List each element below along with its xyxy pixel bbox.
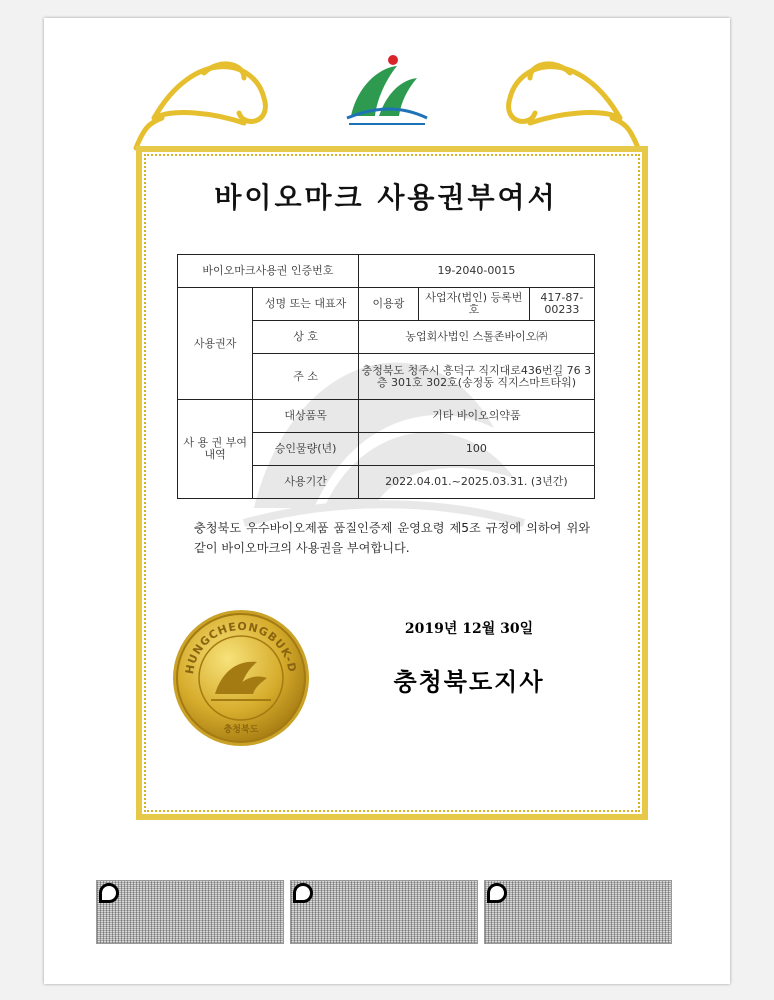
right-scroll-ornament — [509, 64, 638, 148]
certificate-table — [177, 254, 595, 499]
gold-seal — [171, 608, 311, 748]
address-label: 주 소 — [253, 354, 359, 400]
seal-graphic — [171, 608, 311, 748]
seal-bottom-text: 충청북도 — [223, 725, 259, 735]
quantity-value: 100 — [358, 433, 594, 466]
item-label: 대상품목 — [253, 400, 359, 433]
security-pattern-1 — [96, 880, 284, 944]
regno-label: 사업자(법인) 등록번호 — [419, 288, 530, 321]
body-paragraph: 충청북도 우수바이오제품 품질인증제 운영요령 제5조 규정에 의하여 위와 같이 바이오마크의 사용권을 부여합니다. — [194, 521, 590, 555]
grant-group-label: 사 용 권 부여내역 — [178, 400, 253, 499]
seal-ring-text: HUNGCHEONGBUK-D — [183, 619, 299, 676]
period-label: 사용기간 — [253, 466, 359, 499]
certificate-sheet — [44, 18, 730, 984]
company-label: 상 호 — [253, 321, 359, 354]
cert-no-label: 바이오마크사용권 인증번호 — [178, 255, 359, 288]
item-value: 기타 바이오의약품 — [358, 400, 594, 433]
name-label: 성명 또는 대표자 — [253, 288, 359, 321]
regno-value: 417-87-00233 — [529, 288, 594, 321]
province-logo — [347, 55, 427, 124]
address-value: 충청북도 청주시 흥덕구 직지대로436번길 76 3층 301호 302호(송정동 직지스마트타워) — [358, 354, 594, 400]
quantity-label: 승인물량(년) — [253, 433, 359, 466]
period-value: 2022.04.01.~2025.03.31. (3년간) — [358, 466, 594, 499]
company-value: 농업회사법인 스톨존바이오㈜ — [358, 321, 594, 354]
certificate-title: 바이오마크 사용권부여서 — [214, 181, 558, 214]
cert-no-value: 19-2040-0015 — [358, 255, 594, 288]
name-value: 이용광 — [358, 288, 418, 321]
left-scroll-ornament — [136, 64, 265, 148]
security-pattern-3 — [484, 880, 672, 944]
user-group-label: 사용권자 — [178, 288, 253, 400]
issue-date: 2019년 12월 30일 — [404, 621, 534, 637]
security-pattern-2 — [290, 880, 478, 944]
issuer-name: 충청북도지사 — [393, 667, 545, 696]
